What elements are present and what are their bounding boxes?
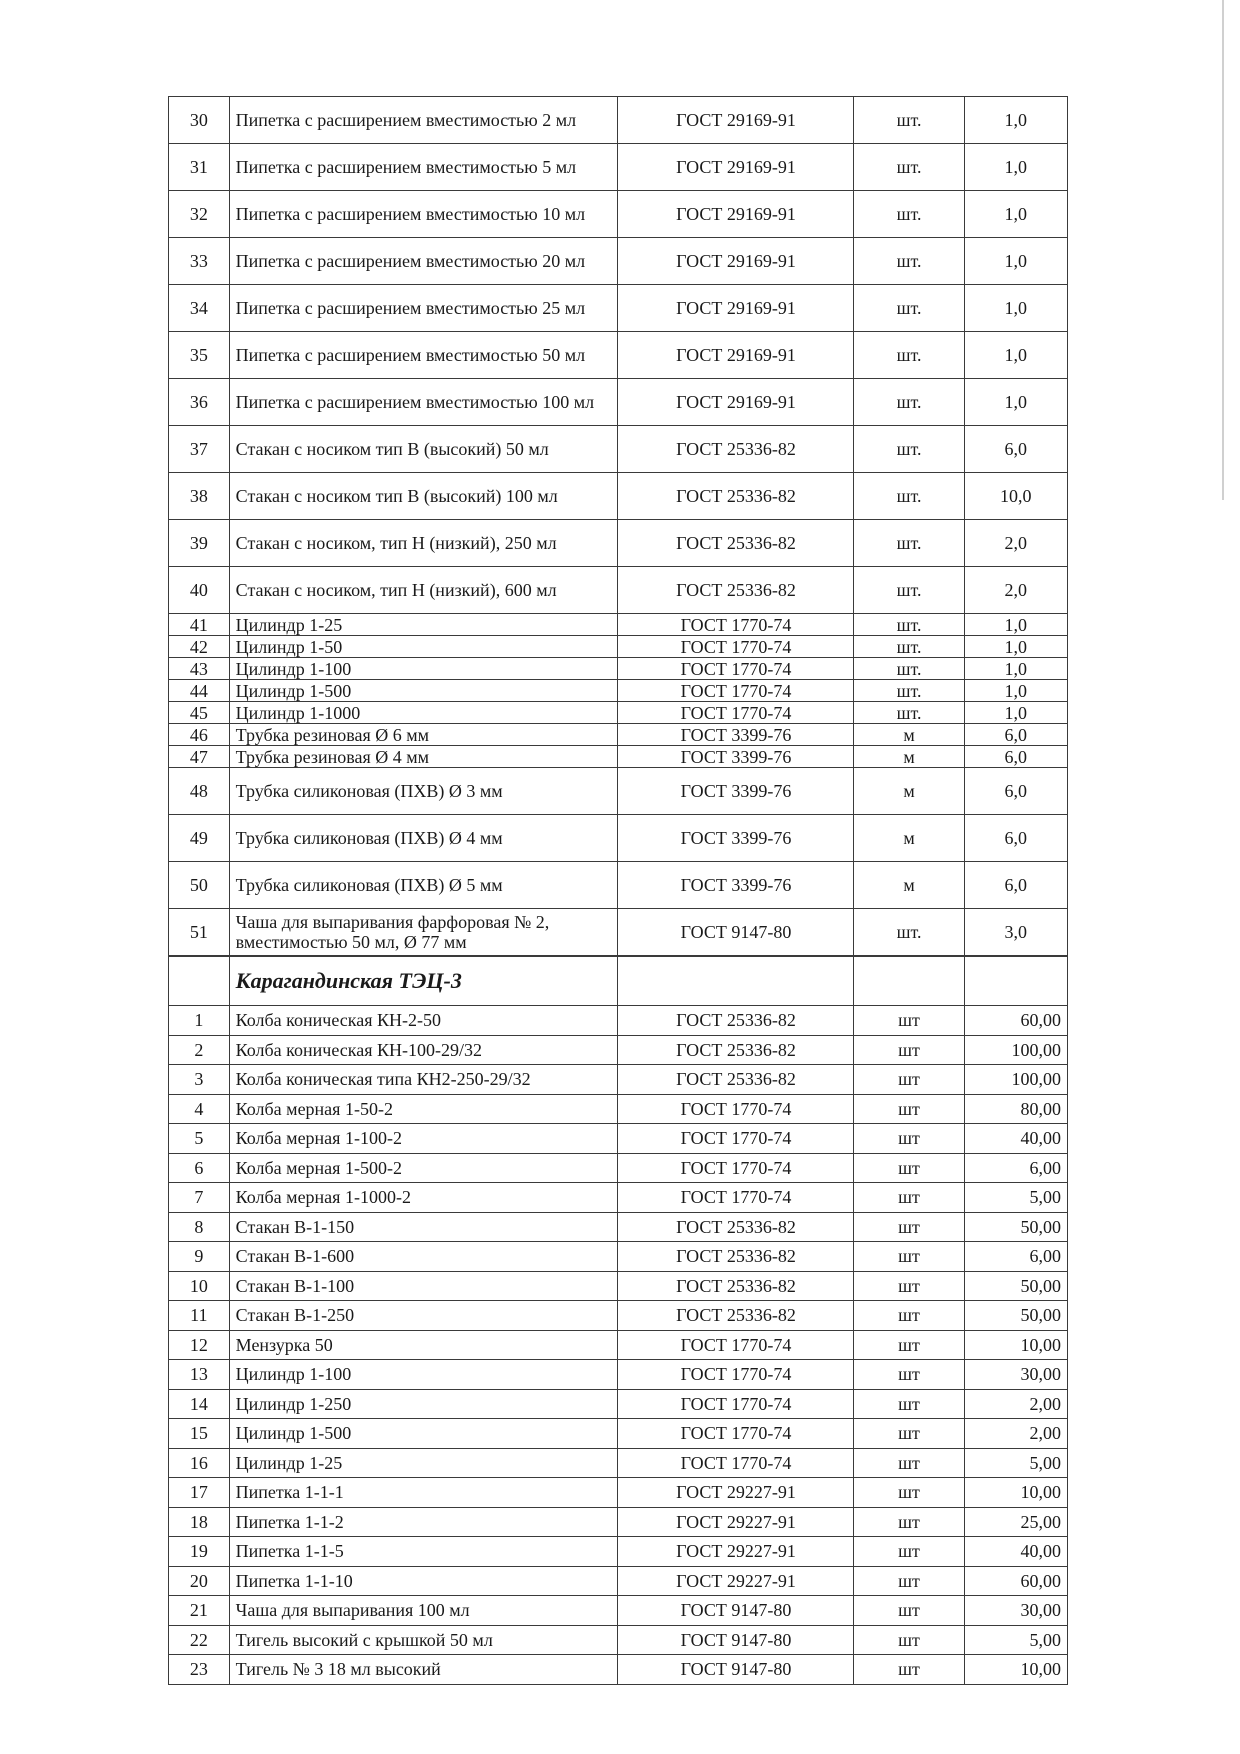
cell-gost: ГОСТ 25336-82 bbox=[618, 1242, 854, 1272]
cell-unit: шт bbox=[854, 1655, 964, 1685]
cell-gost: ГОСТ 29227-91 bbox=[618, 1478, 854, 1508]
cell-gost: ГОСТ 25336-82 bbox=[618, 520, 854, 567]
cell-qty: 5,00 bbox=[964, 1183, 1067, 1213]
table-row bbox=[169, 636, 1068, 658]
cell-name: Трубка силиконовая (ПХВ) Ø 3 мм bbox=[229, 768, 618, 815]
cell-qty: 100,00 bbox=[964, 1035, 1067, 1065]
cell-unit: шт. bbox=[854, 680, 964, 702]
cell-num: 21 bbox=[169, 1596, 230, 1626]
cell-num: 2 bbox=[169, 1035, 230, 1065]
cell-qty: 6,00 bbox=[964, 1153, 1067, 1183]
cell-name: Пипетка с расширением вместимостью 2 мл bbox=[229, 97, 618, 144]
cell-gost: ГОСТ 29169-91 bbox=[618, 379, 854, 426]
cell-qty: 50,00 bbox=[964, 1212, 1067, 1242]
cell-qty: 1,0 bbox=[964, 680, 1067, 702]
cell-unit: шт bbox=[854, 1006, 964, 1036]
cell-gost: ГОСТ 3399-76 bbox=[618, 815, 854, 862]
cell-gost: ГОСТ 25336-82 bbox=[618, 1006, 854, 1036]
cell-num: 3 bbox=[169, 1065, 230, 1095]
cell-name: Цилиндр 1-25 bbox=[229, 1448, 618, 1478]
cell-num: 49 bbox=[169, 815, 230, 862]
cell-qty: 1,0 bbox=[964, 191, 1067, 238]
cell-name: Колба мерная 1-50-2 bbox=[229, 1094, 618, 1124]
cell-name: Тигель № 3 18 мл высокий bbox=[229, 1655, 618, 1685]
cell-name: Стакан В-1-250 bbox=[229, 1301, 618, 1331]
cell-gost: ГОСТ 9147-80 bbox=[618, 909, 854, 956]
cell-name: Трубка резиновая Ø 4 мм bbox=[229, 746, 618, 768]
cell-num: 34 bbox=[169, 285, 230, 332]
cell-gost: ГОСТ 3399-76 bbox=[618, 724, 854, 746]
cell-name: Колба мерная 1-500-2 bbox=[229, 1153, 618, 1183]
cell-gost: ГОСТ 1770-74 bbox=[618, 1448, 854, 1478]
table-row bbox=[169, 144, 1068, 191]
cell-num: 19 bbox=[169, 1537, 230, 1567]
cell-qty: 25,00 bbox=[964, 1507, 1067, 1537]
cell-qty: 40,00 bbox=[964, 1124, 1067, 1154]
cell-unit: шт bbox=[854, 1124, 964, 1154]
table-row bbox=[169, 1507, 1068, 1537]
table-row bbox=[169, 426, 1068, 473]
cell-gost: ГОСТ 9147-80 bbox=[618, 1625, 854, 1655]
cell-gost: ГОСТ 29169-91 bbox=[618, 191, 854, 238]
cell-name: Тигель высокий с крышкой 50 мл bbox=[229, 1625, 618, 1655]
cell-gost: ГОСТ 1770-74 bbox=[618, 1183, 854, 1213]
cell-qty: 1,0 bbox=[964, 658, 1067, 680]
cell-num: 13 bbox=[169, 1360, 230, 1390]
cell-gost: ГОСТ 1770-74 bbox=[618, 1094, 854, 1124]
cell-num: 17 bbox=[169, 1478, 230, 1508]
table-row bbox=[169, 1035, 1068, 1065]
cell-qty: 2,0 bbox=[964, 567, 1067, 614]
cell-gost: ГОСТ 3399-76 bbox=[618, 862, 854, 909]
table-row bbox=[169, 658, 1068, 680]
cell-name: Стакан В-1-100 bbox=[229, 1271, 618, 1301]
table-row bbox=[169, 680, 1068, 702]
cell-name: Цилиндр 1-250 bbox=[229, 1389, 618, 1419]
table-row bbox=[169, 473, 1068, 520]
table-row bbox=[169, 567, 1068, 614]
table-row bbox=[169, 1389, 1068, 1419]
cell-qty: 50,00 bbox=[964, 1271, 1067, 1301]
cell-name: Пипетка с расширением вместимостью 5 мл bbox=[229, 144, 618, 191]
cell-unit: шт bbox=[854, 1360, 964, 1390]
cell-num: 1 bbox=[169, 1006, 230, 1036]
cell-name: Колба мерная 1-100-2 bbox=[229, 1124, 618, 1154]
cell-num: 46 bbox=[169, 724, 230, 746]
cell-unit: шт bbox=[854, 1330, 964, 1360]
cell-gost: ГОСТ 1770-74 bbox=[618, 1153, 854, 1183]
cell-qty: 3,0 bbox=[964, 909, 1067, 956]
cell-gost: ГОСТ 1770-74 bbox=[618, 1124, 854, 1154]
table-row bbox=[169, 1330, 1068, 1360]
table-row bbox=[169, 1094, 1068, 1124]
table-row bbox=[169, 1478, 1068, 1508]
cell-num: 47 bbox=[169, 746, 230, 768]
cell-gost: ГОСТ 1770-74 bbox=[618, 658, 854, 680]
cell-name: Пипетка 1-1-10 bbox=[229, 1566, 618, 1596]
cell-qty: 6,0 bbox=[964, 815, 1067, 862]
cell-num: 44 bbox=[169, 680, 230, 702]
cell-unit: шт. bbox=[854, 379, 964, 426]
cell-qty: 1,0 bbox=[964, 285, 1067, 332]
cell-qty: 6,0 bbox=[964, 746, 1067, 768]
cell-gost: ГОСТ 9147-80 bbox=[618, 1655, 854, 1685]
cell-unit: шт. bbox=[854, 702, 964, 724]
cell-name: Цилиндр 1-1000 bbox=[229, 702, 618, 724]
cell-gost: ГОСТ 29227-91 bbox=[618, 1566, 854, 1596]
cell-name: Пипетка 1-1-1 bbox=[229, 1478, 618, 1508]
cell-unit: м bbox=[854, 815, 964, 862]
cell-name: Цилиндр 1-100 bbox=[229, 658, 618, 680]
table-row bbox=[169, 1596, 1068, 1626]
cell-num: 18 bbox=[169, 1507, 230, 1537]
cell-name: Стакан В-1-600 bbox=[229, 1242, 618, 1272]
cell-name: Колба коническая КН-100-29/32 bbox=[229, 1035, 618, 1065]
cell-gost: ГОСТ 29169-91 bbox=[618, 144, 854, 191]
cell-qty: 6,00 bbox=[964, 1242, 1067, 1272]
cell-qty: 30,00 bbox=[964, 1360, 1067, 1390]
table-row bbox=[169, 1242, 1068, 1272]
table-row bbox=[169, 724, 1068, 746]
cell-unit: шт bbox=[854, 1094, 964, 1124]
cell-num: 11 bbox=[169, 1301, 230, 1331]
cell-num: 51 bbox=[169, 909, 230, 956]
table-row bbox=[169, 1566, 1068, 1596]
cell-unit: шт bbox=[854, 1065, 964, 1095]
cell-gost: ГОСТ 1770-74 bbox=[618, 636, 854, 658]
cell-gost: ГОСТ 25336-82 bbox=[618, 1065, 854, 1095]
cell-num: 38 bbox=[169, 473, 230, 520]
table-row bbox=[169, 520, 1068, 567]
cell-name: Стакан с носиком тип В (высокий) 50 мл bbox=[229, 426, 618, 473]
cell-qty: 6,0 bbox=[964, 426, 1067, 473]
cell-qty: 6,0 bbox=[964, 862, 1067, 909]
cell-qty: 100,00 bbox=[964, 1065, 1067, 1095]
cell-qty: 10,0 bbox=[964, 473, 1067, 520]
cell-num: 22 bbox=[169, 1625, 230, 1655]
cell-gost: ГОСТ 29227-91 bbox=[618, 1537, 854, 1567]
cell-unit: шт. bbox=[854, 520, 964, 567]
cell-unit: шт bbox=[854, 1242, 964, 1272]
cell-name: Пипетка с расширением вместимостью 25 мл bbox=[229, 285, 618, 332]
cell-unit: м bbox=[854, 862, 964, 909]
cell-qty: 50,00 bbox=[964, 1301, 1067, 1331]
table-row bbox=[169, 97, 1068, 144]
cell-unit: шт bbox=[854, 1419, 964, 1449]
cell-gost: ГОСТ 29169-91 bbox=[618, 285, 854, 332]
table-row bbox=[169, 768, 1068, 815]
cell-num: 12 bbox=[169, 1330, 230, 1360]
section-header-num-cell bbox=[169, 957, 230, 1006]
table-row bbox=[169, 1006, 1068, 1036]
cell-num: 8 bbox=[169, 1212, 230, 1242]
cell-gost: ГОСТ 25336-82 bbox=[618, 1212, 854, 1242]
cell-gost: ГОСТ 25336-82 bbox=[618, 567, 854, 614]
cell-unit: шт bbox=[854, 1478, 964, 1508]
cell-unit: шт bbox=[854, 1212, 964, 1242]
cell-num: 40 bbox=[169, 567, 230, 614]
cell-unit: шт bbox=[854, 1153, 964, 1183]
cell-num: 41 bbox=[169, 614, 230, 636]
table-row bbox=[169, 1183, 1068, 1213]
cell-gost: ГОСТ 1770-74 bbox=[618, 680, 854, 702]
cell-gost: ГОСТ 1770-74 bbox=[618, 1419, 854, 1449]
cell-name: Пипетка 1-1-2 bbox=[229, 1507, 618, 1537]
cell-unit: шт. bbox=[854, 567, 964, 614]
cell-qty: 10,00 bbox=[964, 1478, 1067, 1508]
cell-num: 4 bbox=[169, 1094, 230, 1124]
section-title-cell bbox=[229, 957, 618, 1006]
table-row bbox=[169, 1124, 1068, 1154]
cell-unit: шт. bbox=[854, 658, 964, 680]
cell-name: Колба коническая КН-2-50 bbox=[229, 1006, 618, 1036]
cell-name: Трубка силиконовая (ПХВ) Ø 5 мм bbox=[229, 862, 618, 909]
cell-num: 15 bbox=[169, 1419, 230, 1449]
cell-name: Цилиндр 1-25 bbox=[229, 614, 618, 636]
cell-name: Пипетка с расширением вместимостью 10 мл bbox=[229, 191, 618, 238]
cell-num: 6 bbox=[169, 1153, 230, 1183]
cell-unit: шт. bbox=[854, 285, 964, 332]
cell-qty: 40,00 bbox=[964, 1537, 1067, 1567]
cell-unit: шт. bbox=[854, 332, 964, 379]
cell-unit: шт. bbox=[854, 97, 964, 144]
cell-name: Стакан с носиком тип В (высокий) 100 мл bbox=[229, 473, 618, 520]
cell-name: Колба коническая типа КН2-250-29/32 bbox=[229, 1065, 618, 1095]
cell-gost: ГОСТ 3399-76 bbox=[618, 768, 854, 815]
cell-unit: шт. bbox=[854, 238, 964, 285]
table-row bbox=[169, 1537, 1068, 1567]
cell-qty: 1,0 bbox=[964, 379, 1067, 426]
page-edge-scan-line bbox=[1222, 0, 1224, 500]
cell-num: 10 bbox=[169, 1271, 230, 1301]
cell-num: 39 bbox=[169, 520, 230, 567]
cell-num: 45 bbox=[169, 702, 230, 724]
cell-qty: 1,0 bbox=[964, 332, 1067, 379]
table-row bbox=[169, 1212, 1068, 1242]
cell-qty: 2,00 bbox=[964, 1389, 1067, 1419]
items-table-part1 bbox=[168, 96, 1068, 956]
cell-name: Цилиндр 1-100 bbox=[229, 1360, 618, 1390]
cell-unit: шт bbox=[854, 1596, 964, 1626]
cell-num: 5 bbox=[169, 1124, 230, 1154]
cell-name: Пипетка 1-1-5 bbox=[229, 1537, 618, 1567]
cell-name: Чаша для выпаривания 100 мл bbox=[229, 1596, 618, 1626]
cell-unit: шт. bbox=[854, 426, 964, 473]
cell-num: 9 bbox=[169, 1242, 230, 1272]
cell-qty: 1,0 bbox=[964, 702, 1067, 724]
cell-unit: шт bbox=[854, 1035, 964, 1065]
cell-gost: ГОСТ 29169-91 bbox=[618, 332, 854, 379]
cell-num: 30 bbox=[169, 97, 230, 144]
cell-unit: шт bbox=[854, 1507, 964, 1537]
cell-gost: ГОСТ 25336-82 bbox=[618, 1035, 854, 1065]
cell-unit: шт bbox=[854, 1537, 964, 1567]
cell-gost: ГОСТ 1770-74 bbox=[618, 1389, 854, 1419]
section-header-unit-cell bbox=[854, 957, 964, 1006]
table-row bbox=[169, 1271, 1068, 1301]
cell-qty: 2,00 bbox=[964, 1419, 1067, 1449]
cell-gost: ГОСТ 25336-82 bbox=[618, 426, 854, 473]
cell-gost: ГОСТ 25336-82 bbox=[618, 473, 854, 520]
cell-name: Пипетка с расширением вместимостью 20 мл bbox=[229, 238, 618, 285]
cell-qty: 1,0 bbox=[964, 144, 1067, 191]
cell-name: Мензурка 50 bbox=[229, 1330, 618, 1360]
cell-qty: 6,0 bbox=[964, 724, 1067, 746]
cell-name: Пипетка с расширением вместимостью 100 мл bbox=[229, 379, 618, 426]
table-row bbox=[169, 746, 1068, 768]
cell-num: 32 bbox=[169, 191, 230, 238]
cell-unit: шт. bbox=[854, 473, 964, 520]
cell-unit: шт. bbox=[854, 636, 964, 658]
cell-qty: 2,0 bbox=[964, 520, 1067, 567]
table-row bbox=[169, 332, 1068, 379]
table-row bbox=[169, 1360, 1068, 1390]
table-row bbox=[169, 1153, 1068, 1183]
cell-qty: 1,0 bbox=[964, 238, 1067, 285]
cell-unit: шт bbox=[854, 1448, 964, 1478]
cell-num: 23 bbox=[169, 1655, 230, 1685]
cell-name: Цилиндр 1-500 bbox=[229, 1419, 618, 1449]
table-row bbox=[169, 909, 1068, 956]
items-table-part2 bbox=[168, 956, 1068, 1685]
cell-gost: ГОСТ 25336-82 bbox=[618, 1301, 854, 1331]
section-header-row bbox=[169, 957, 1068, 1006]
cell-num: 33 bbox=[169, 238, 230, 285]
cell-num: 14 bbox=[169, 1389, 230, 1419]
cell-qty: 5,00 bbox=[964, 1625, 1067, 1655]
cell-qty: 60,00 bbox=[964, 1566, 1067, 1596]
table-row bbox=[169, 1419, 1068, 1449]
section-header-gost-cell bbox=[618, 957, 854, 1006]
cell-num: 48 bbox=[169, 768, 230, 815]
cell-name: Трубка резиновая Ø 6 мм bbox=[229, 724, 618, 746]
cell-num: 37 bbox=[169, 426, 230, 473]
cell-name: Колба мерная 1-1000-2 bbox=[229, 1183, 618, 1213]
cell-name: Цилиндр 1-50 bbox=[229, 636, 618, 658]
cell-gost: ГОСТ 1770-74 bbox=[618, 614, 854, 636]
cell-unit: шт bbox=[854, 1183, 964, 1213]
cell-unit: шт bbox=[854, 1625, 964, 1655]
cell-num: 36 bbox=[169, 379, 230, 426]
cell-num: 35 bbox=[169, 332, 230, 379]
cell-gost: ГОСТ 29169-91 bbox=[618, 238, 854, 285]
cell-gost: ГОСТ 1770-74 bbox=[618, 702, 854, 724]
cell-num: 31 bbox=[169, 144, 230, 191]
items-table-part1-body bbox=[169, 97, 1068, 956]
cell-name: Стакан В-1-150 bbox=[229, 1212, 618, 1242]
cell-qty: 1,0 bbox=[964, 636, 1067, 658]
cell-qty: 80,00 bbox=[964, 1094, 1067, 1124]
cell-num: 43 bbox=[169, 658, 230, 680]
cell-unit: шт. bbox=[854, 909, 964, 956]
table-row bbox=[169, 815, 1068, 862]
cell-gost: ГОСТ 29227-91 bbox=[618, 1507, 854, 1537]
cell-num: 20 bbox=[169, 1566, 230, 1596]
section-title: Карагандинская ТЭЦ-3 bbox=[235, 967, 462, 993]
cell-gost: ГОСТ 25336-82 bbox=[618, 1271, 854, 1301]
cell-unit: м bbox=[854, 746, 964, 768]
cell-unit: шт bbox=[854, 1271, 964, 1301]
cell-qty: 5,00 bbox=[964, 1448, 1067, 1478]
cell-qty: 10,00 bbox=[964, 1330, 1067, 1360]
cell-gost: ГОСТ 1770-74 bbox=[618, 1330, 854, 1360]
document-sheet bbox=[168, 96, 1068, 1685]
cell-unit: м bbox=[854, 724, 964, 746]
cell-qty: 1,0 bbox=[964, 614, 1067, 636]
cell-unit: шт bbox=[854, 1566, 964, 1596]
cell-qty: 60,00 bbox=[964, 1006, 1067, 1036]
cell-qty: 1,0 bbox=[964, 97, 1067, 144]
cell-gost: ГОСТ 9147-80 bbox=[618, 1596, 854, 1626]
cell-unit: м bbox=[854, 768, 964, 815]
cell-unit: шт bbox=[854, 1389, 964, 1419]
cell-name: Стакан с носиком, тип Н (низкий), 600 мл bbox=[229, 567, 618, 614]
table-row bbox=[169, 379, 1068, 426]
items-table-part2-body bbox=[169, 957, 1068, 1685]
cell-qty: 30,00 bbox=[964, 1596, 1067, 1626]
table-row bbox=[169, 614, 1068, 636]
cell-qty: 6,0 bbox=[964, 768, 1067, 815]
cell-gost: ГОСТ 3399-76 bbox=[618, 746, 854, 768]
cell-num: 16 bbox=[169, 1448, 230, 1478]
cell-unit: шт bbox=[854, 1301, 964, 1331]
cell-name: Цилиндр 1-500 bbox=[229, 680, 618, 702]
cell-num: 50 bbox=[169, 862, 230, 909]
table-row bbox=[169, 285, 1068, 332]
cell-unit: шт. bbox=[854, 144, 964, 191]
table-row bbox=[169, 1625, 1068, 1655]
cell-num: 7 bbox=[169, 1183, 230, 1213]
table-row bbox=[169, 1065, 1068, 1095]
cell-gost: ГОСТ 29169-91 bbox=[618, 97, 854, 144]
cell-num: 42 bbox=[169, 636, 230, 658]
table-row bbox=[169, 702, 1068, 724]
cell-name: Пипетка с расширением вместимостью 50 мл bbox=[229, 332, 618, 379]
cell-qty: 10,00 bbox=[964, 1655, 1067, 1685]
cell-name: Трубка силиконовая (ПХВ) Ø 4 мм bbox=[229, 815, 618, 862]
table-row bbox=[169, 1301, 1068, 1331]
section-header-qty-cell bbox=[964, 957, 1067, 1006]
cell-unit: шт. bbox=[854, 191, 964, 238]
table-row bbox=[169, 191, 1068, 238]
cell-name: Чаша для выпаривания фарфоровая № 2, вместимостью 50 мл, Ø 77 мм bbox=[229, 909, 618, 956]
cell-name: Стакан с носиком, тип Н (низкий), 250 мл bbox=[229, 520, 618, 567]
cell-gost: ГОСТ 1770-74 bbox=[618, 1360, 854, 1390]
table-row bbox=[169, 238, 1068, 285]
cell-unit: шт. bbox=[854, 614, 964, 636]
table-row bbox=[169, 1655, 1068, 1685]
table-row bbox=[169, 862, 1068, 909]
table-row bbox=[169, 1448, 1068, 1478]
